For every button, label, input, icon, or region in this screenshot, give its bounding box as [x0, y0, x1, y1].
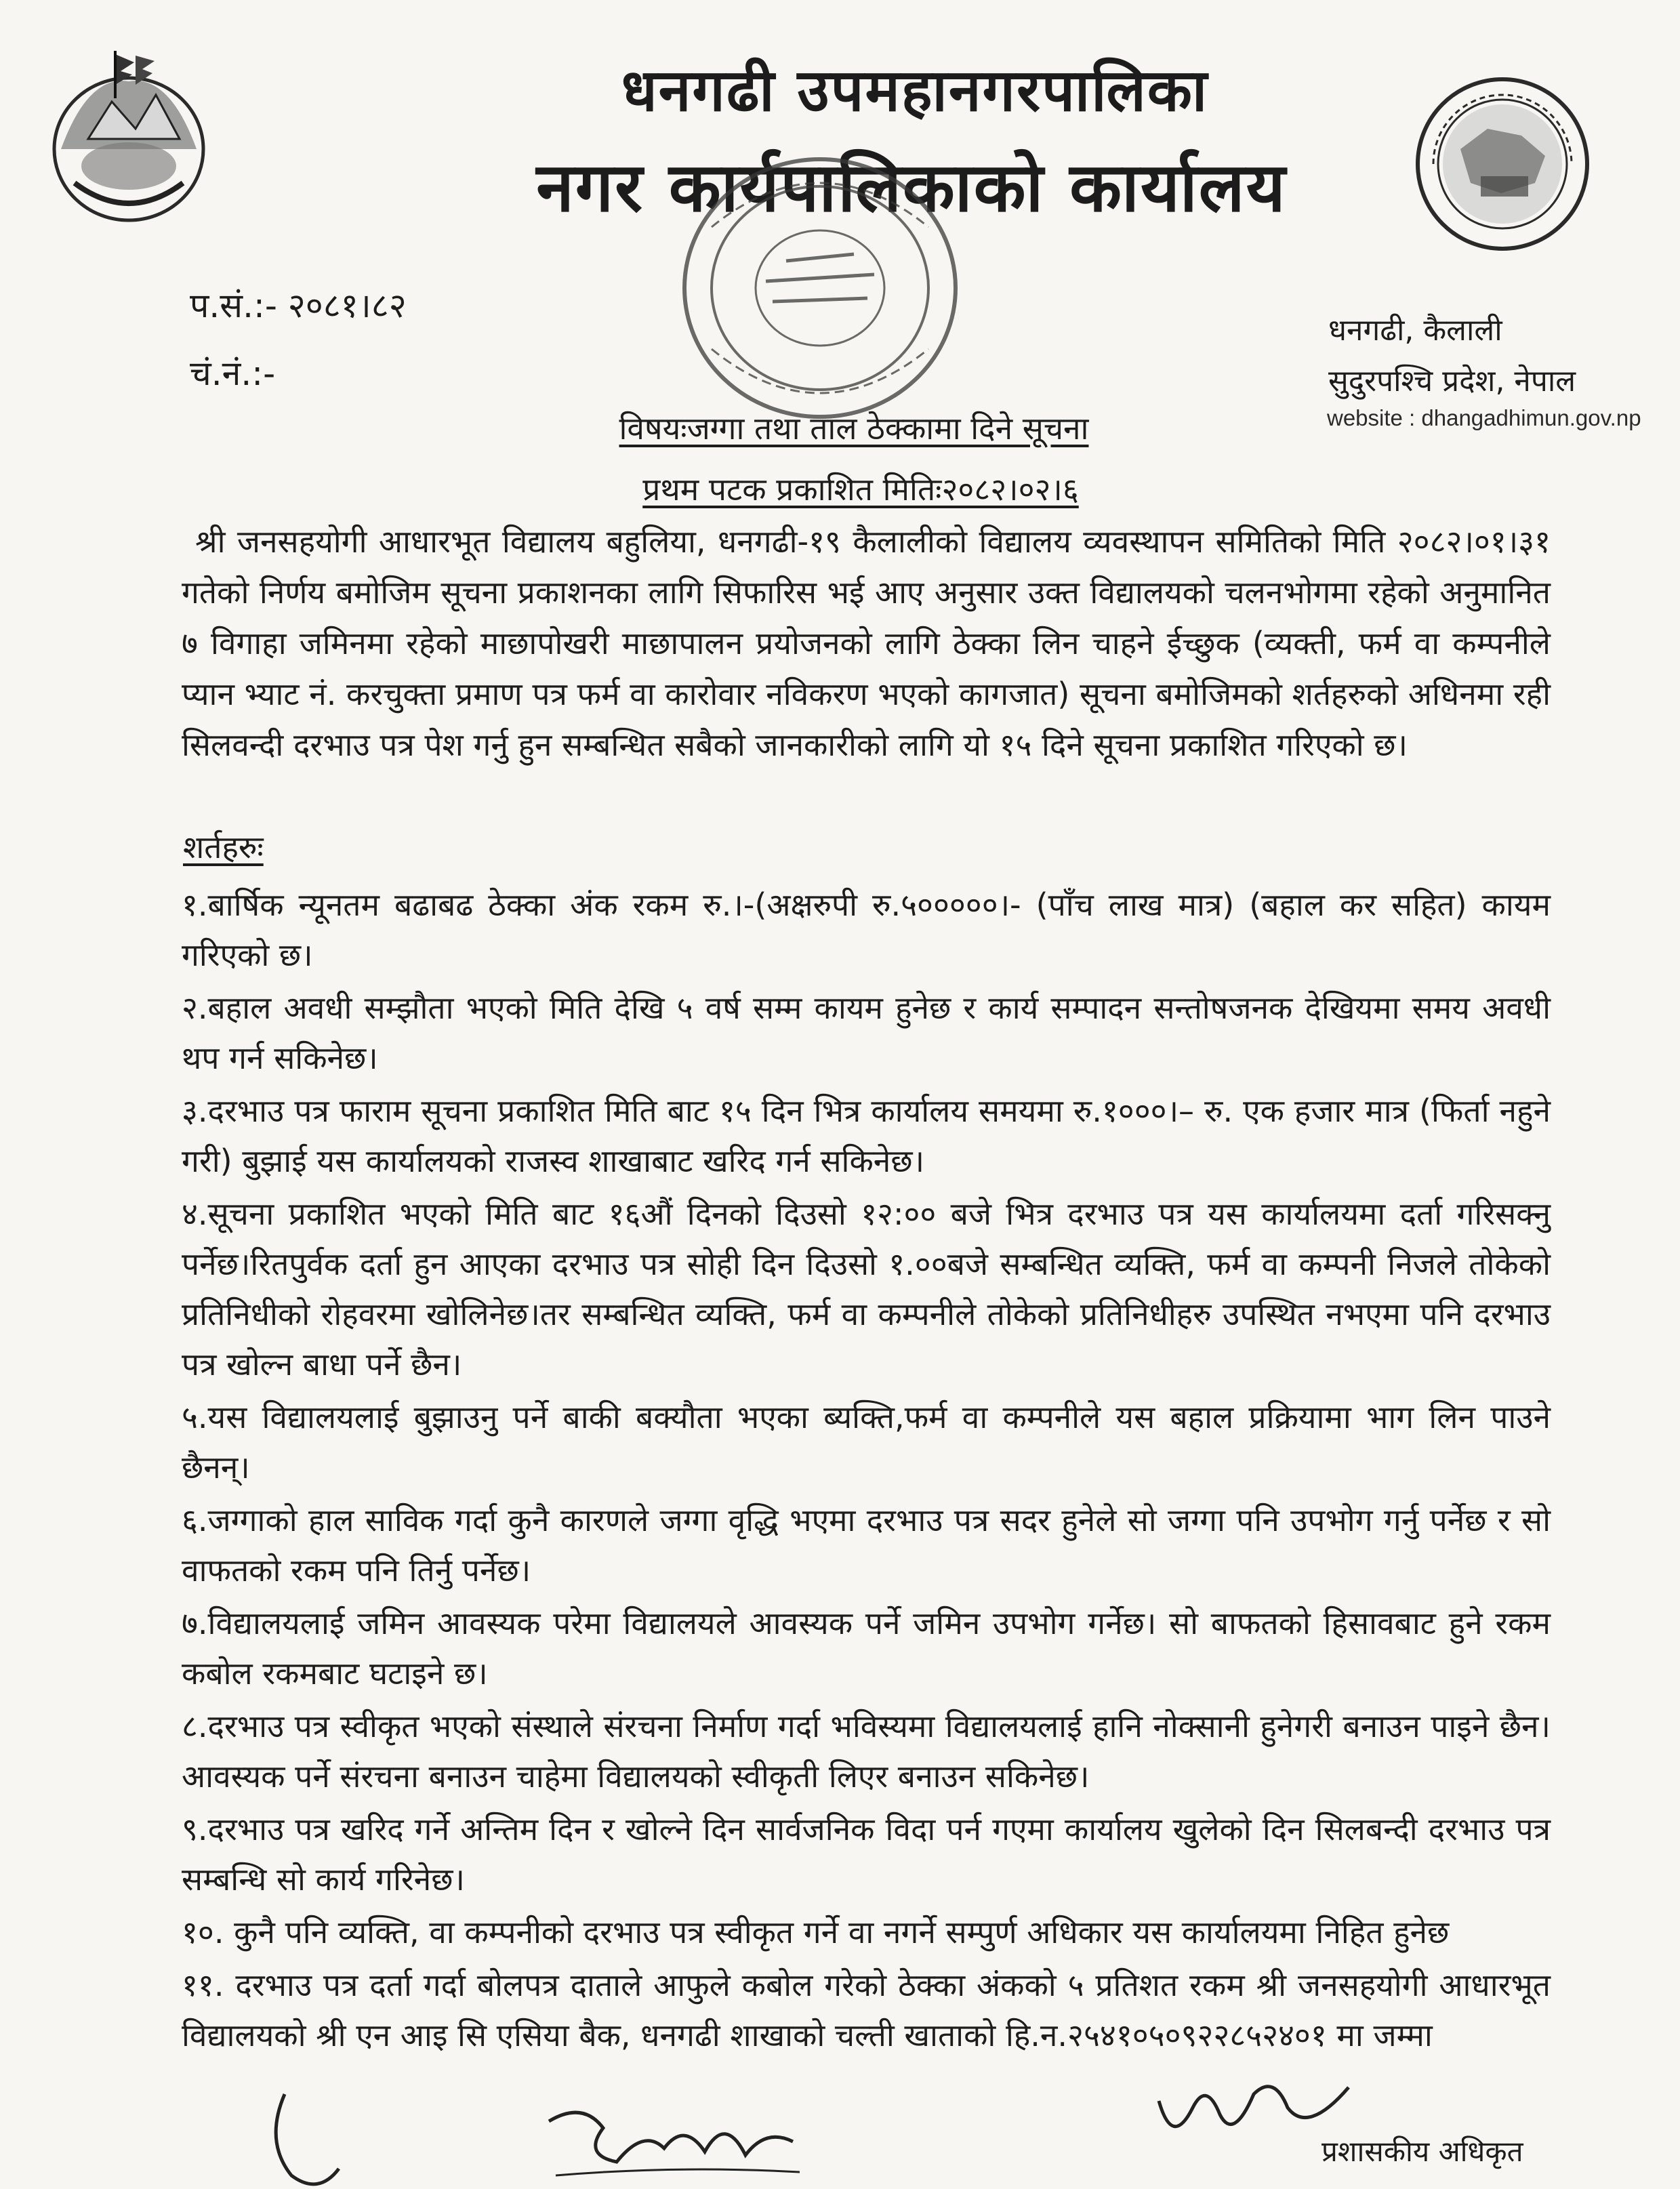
terms-list — [182, 880, 1551, 2063]
term-item: ३.दरभाउ पत्र फाराम सूचना प्रकाशित मिति बाट १५ दिन भित्र कार्यालय समयमा रु.१०००।– रु. एक हजार मात्र (फिर्ता नहुने गरी) बुझाई यस कार्यालयको राजस्व शाखाबाट खरिद गर्न सकिनेछ। — [182, 1092, 1551, 1179]
address-line-1: धनगढी, कैलाली — [1328, 313, 1502, 348]
term-item: ५.यस विद्यालयलाई बुझाउनु पर्ने बाकी बक्यौता भएका ब्यक्ति,फर्म वा कम्पनीले यस बहाल प्रक्रियामा भाग लिन पाउने छैनन्। — [182, 1399, 1551, 1486]
nepal-emblem-icon — [47, 47, 210, 230]
signature-mark — [542, 2101, 813, 2189]
term-item: ७.विद्यालयलाई जमिन आवस्यक परेमा विद्यालयले आवस्यक पर्ने जमिन उपभोग गर्नेछ। सो बाफतको हिसावबाट हुने रकम कबोल रकमबाट घटाइने छ। — [182, 1605, 1551, 1692]
municipality-logo-icon — [1413, 75, 1593, 254]
office-stamp-icon — [671, 146, 969, 430]
website-text: website : dhangadhimun.gov.np — [1327, 405, 1641, 430]
notice-subject: विषयःजग्गा तथा ताल ठेक्कामा दिने सूचना — [619, 410, 1089, 447]
signatory-title: प्रशासकीय अधिकृत — [1322, 2135, 1523, 2168]
dispatch-number: चं.नं.:- — [190, 354, 276, 393]
reference-number: प.सं.:- २०८१।८२ — [190, 286, 407, 325]
term-item: ११. दरभाउ पत्र दर्ता गर्दा बोलपत्र दाताले आफुले कबोल गरेको ठेक्का अंकको ५ प्रतिशत रकम श्री जनसहयोगी आधारभूत विद्यालयको श्री एन आइ सि एसिया बैक, धनगढी शाखाको चल्ती खाताको हि.न.२५४१०५०९२२८५२४०१ मा जम्मा — [182, 1967, 1551, 2053]
term-item: ९.दरभाउ पत्र खरिद गर्ने अन्तिम दिन र खोल्ने दिन सार्वजनिक विदा पर्न गएमा कार्यालय खुलेको दिन सिलबन्दी दरभाउ पत्र सम्बन्धि सो कार्य गरिनेछ। — [182, 1811, 1551, 1898]
office-title: नगर कार्यपालिकाको कार्यालय — [536, 148, 1287, 227]
signature-mark — [258, 2087, 380, 2189]
term-item: १.बार्षिक न्यूनतम बढाबढ ठेक्का अंक रकम रु.।-(अक्षरुपी रु.५०००००।- (पाँच लाख मात्र) (बहाल कर सहित) कायम गरिएको छ। — [182, 886, 1551, 973]
term-item: ४.सूचना प्रकाशित भएको मिति बाट १६औं दिनको दिउसो १२:०० बजे भित्र दरभाउ पत्र यस कार्यालयमा दर्ता गरिसक्नु पर्नेछ।रितपुर्वक दर्ता हुन आएका दरभाउ पत्र सोही दिन दिउसो १.००बजे सम्बन्धित व्यक्ति, फर्म वा कम्पनी निजले तोकेको प्रतिनिधीको रोहवरमा खोलिनेछ।तर सम्बन्धित व्यक्ति, फर्म वा कम्पनीले तोकेको प्रतिनिधीहरु उपस्थित नभएमा पनि दरभाउ पत्र खोल्न बाधा पर्ने छैन। — [182, 1195, 1551, 1383]
publication-date: प्रथम पटक प्रकाशित मितिः२०८२।०२।६ — [642, 471, 1079, 508]
office-subtitle: धनगढी उपमहानगरपालिका — [621, 57, 1209, 125]
term-item: ८.दरभाउ पत्र स्वीकृत भएको संस्थाले संरचना निर्माण गर्दा भविस्यमा विद्यालयलाई हानि नोक्सानी हुनेगरी बनाउन पाइने छैन। आवस्यक पर्ने संरचना बनाउन चाहेमा विद्यालयको स्वीकृती लिएर बनाउन सकिनेछ। — [182, 1708, 1551, 1795]
terms-heading: शर्तहरुः — [183, 829, 264, 865]
notice-intro: श्री जनसहयोगी आधारभूत विद्यालय बहुलिया, धनगढी-१९ कैलालीको विद्यालय व्यवस्थापन समितिको मिति २०८२।०१।३१ गतेको निर्णय बमोजिम सूचना प्रकाशनका लागि सिफारिस भई आए अनुसार उक्त विद्यालयको चलनभोगमा रहेको अनुमानित ७ विगाहा जमिनमा रहेको माछापोखरी माछापालन प्रयोजनको लागि ठेक्का लिन चाहने ईच्छुक (व्यक्ती, फर्म वा कम्पनीले प्यान भ्याट नं. करचुक्ता प्रमाण पत्र फर्म वा कारोवार नविकरण भएको कागजात) सूचना बमोजिमको शर्तहरुको अधिनमा रही सिलवन्दी दरभाउ पत्र पेश गर्नु हुन सम्बन्धित सबैको जानकारीको लागि यो १५ दिने सूचना प्रकाशित गरिएको छ। — [182, 523, 1551, 763]
address-line-2: सुदुरपश्चि प्रदेश, नेपाल — [1328, 364, 1576, 398]
term-item: ६.जग्गाको हाल साविक गर्दा कुनै कारणले जग्गा वृद्धि भएमा दरभाउ पत्र सदर हुनेले सो जग्गा पनि उपभोग गर्नु पर्नेछ र सो वाफतको रकम पनि तिर्नु पर्नेछ। — [182, 1502, 1551, 1589]
term-item: २.बहाल अवधी सम्झौता भएको मिति देखि ५ वर्ष सम्म कायम हुनेछ र कार्य सम्पादन सन्तोषजनक देखियमा समय अवधी थप गर्न सकिनेछ। — [182, 989, 1551, 1076]
term-item: १०. कुनै पनि व्यक्ति, वा कम्पनीको दरभाउ पत्र स्वीकृत गर्ने वा नगर्ने सम्पुर्ण अधिकार यस कार्यालयमा निहित हुनेछ — [182, 1914, 1450, 1950]
